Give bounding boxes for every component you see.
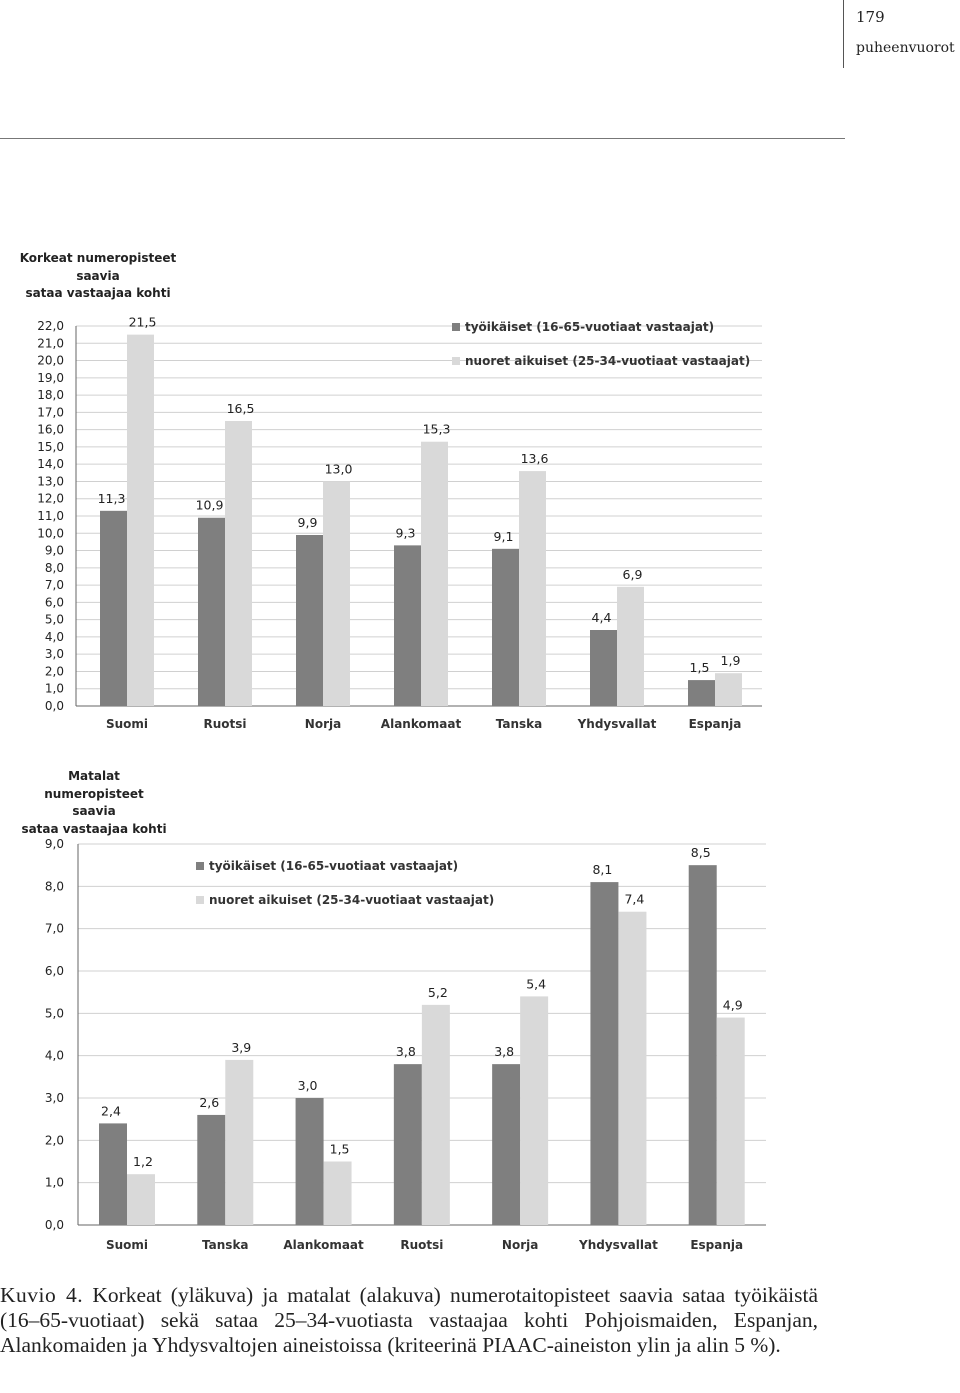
bar [323, 481, 350, 706]
bar [100, 511, 127, 706]
y-tick-label: 3,0 [44, 647, 64, 662]
chart-title-line: saavia [76, 268, 120, 283]
bar-chart-low [0, 768, 960, 1268]
legend-label: työikäiset (16-65-vuotiaat vastaajat) [465, 320, 715, 334]
data-label: 3,0 [297, 1078, 318, 1093]
header-rule [0, 138, 845, 139]
bar [394, 545, 421, 706]
y-tick-label: 4,0 [44, 1048, 64, 1063]
y-tick-label: 10,0 [37, 526, 64, 541]
category-label: Tanska [495, 717, 543, 731]
y-tick-label: 0,0 [44, 1218, 64, 1232]
category-label: Ruotsi [203, 717, 247, 731]
data-label: 3,8 [494, 1044, 515, 1060]
bar [618, 912, 646, 1225]
category-label: Tanska [202, 1238, 249, 1252]
bar [590, 882, 618, 1225]
y-tick-label: 1,0 [44, 1175, 64, 1190]
category-label: Norja [304, 717, 342, 731]
y-tick-label: 5,0 [44, 612, 64, 627]
y-tick-label: 9,0 [44, 543, 64, 558]
bar [422, 1005, 450, 1225]
data-label: 3,9 [231, 1039, 252, 1055]
data-label: 1,5 [329, 1141, 350, 1157]
y-tick-label: 1,0 [44, 681, 64, 696]
y-tick-label: 4,0 [44, 629, 64, 644]
bar [296, 1098, 324, 1225]
bar [617, 587, 644, 706]
y-tick-label: 22,0 [37, 319, 64, 333]
bar [688, 680, 715, 706]
data-label: 8,1 [592, 862, 613, 878]
category-label: Espanja [688, 717, 742, 731]
caption-label: Kuvio 4. [0, 1283, 84, 1307]
bar [197, 1115, 225, 1225]
chart-title-line: saavia [72, 804, 116, 818]
y-tick-label: 11,0 [37, 509, 64, 523]
data-label: 9,9 [297, 515, 318, 530]
data-label: 2,4 [101, 1103, 121, 1119]
data-label: 3,8 [395, 1044, 416, 1060]
bar [225, 1060, 253, 1225]
y-tick-label: 0,0 [44, 699, 64, 713]
category-label: Alankomaat [380, 717, 462, 731]
bar [99, 1123, 127, 1225]
y-tick-label: 21,0 [37, 336, 64, 351]
data-label: 4,9 [722, 997, 743, 1013]
category-label: Espanja [690, 1238, 744, 1252]
data-label: 13,6 [520, 451, 549, 467]
running-head: puheenvuorot [856, 40, 955, 56]
caption-text: Korkeat (yläkuva) ja matalat (alakuva) numerotaitopisteet saavia sataa työikäistä (16–65-vuotiaat) sekä sataa 25–34-vuotiasta vastaajaa kohti Pohjoismaiden, Espanjan, Alankomaiden ja Yhdysvaltojen aineistoissa (kriteerinä PIAAC-aineiston ylin ja alin 5 %). [0, 1283, 819, 1357]
y-tick-label: 19,0 [37, 370, 64, 385]
data-label: 1,2 [133, 1154, 153, 1170]
y-tick-label: 2,0 [44, 1133, 64, 1148]
bar [225, 421, 252, 706]
data-label: 5,2 [427, 984, 448, 1000]
y-tick-label: 7,0 [44, 578, 64, 593]
chart-title-line: Korkeat numeropisteet [19, 251, 177, 265]
bar [717, 1018, 745, 1225]
category-label: Suomi [105, 1238, 149, 1252]
category-label: Yhdysvallat [577, 717, 657, 731]
bar [296, 535, 323, 706]
legend-swatch [452, 323, 460, 331]
data-label: 11,3 [97, 490, 126, 506]
data-label: 9,1 [493, 528, 514, 544]
y-tick-label: 12,0 [37, 491, 64, 506]
data-label: 5,4 [526, 976, 547, 992]
legend-label: nuoret aikuiset (25-34-vuotiaat vastaajat) [465, 354, 751, 368]
data-label: 15,3 [422, 421, 451, 437]
y-tick-label: 20,0 [37, 353, 64, 368]
chart-low-scores [0, 768, 960, 1268]
legend-label: nuoret aikuiset (25-34-vuotiaat vastaajat) [209, 893, 495, 907]
category-label: Suomi [105, 717, 149, 731]
y-tick-label: 2,0 [44, 664, 64, 679]
bar-chart-high [0, 250, 960, 750]
bar [324, 1162, 352, 1226]
data-label: 6,9 [622, 566, 643, 582]
y-tick-label: 7,0 [44, 921, 64, 936]
bar [421, 442, 448, 706]
y-tick-label: 6,0 [44, 595, 64, 610]
chart-title-line: sataa vastaajaa kohti [25, 286, 171, 300]
y-tick-label: 13,0 [37, 474, 64, 489]
bar [127, 335, 154, 706]
data-label: 9,3 [395, 525, 416, 541]
bar [519, 471, 546, 706]
page-header-box [843, 0, 960, 68]
category-label: Ruotsi [400, 1238, 444, 1252]
bar [689, 865, 717, 1225]
bar [127, 1174, 155, 1225]
data-label: 10,9 [195, 497, 224, 513]
y-tick-label: 3,0 [44, 1091, 64, 1105]
data-label: 13,0 [324, 461, 353, 477]
page-number: 179 [856, 8, 885, 26]
data-label: 1,5 [689, 660, 710, 676]
legend-swatch [452, 357, 460, 365]
bar [715, 673, 742, 706]
bar [198, 518, 225, 706]
data-label: 4,4 [591, 610, 612, 625]
legend-swatch [196, 896, 204, 904]
bar [492, 1064, 520, 1225]
chart-title-line: sataa vastaajaa kohti [21, 821, 167, 836]
y-tick-label: 18,0 [37, 388, 64, 403]
y-tick-label: 5,0 [44, 1006, 64, 1021]
bar [590, 630, 617, 706]
chart-high-scores [0, 250, 960, 750]
data-label: 21,5 [128, 314, 157, 330]
legend-label: työikäiset (16-65-vuotiaat vastaajat) [209, 859, 459, 873]
y-tick-label: 16,0 [37, 422, 64, 437]
data-label: 2,6 [199, 1094, 220, 1110]
figure-caption [0, 1283, 818, 1358]
y-tick-label: 15,0 [37, 439, 64, 454]
y-tick-label: 14,0 [37, 457, 64, 472]
category-label: Norja [501, 1238, 539, 1252]
y-tick-label: 9,0 [44, 837, 64, 851]
y-tick-label: 8,0 [44, 560, 64, 575]
y-tick-label: 6,0 [44, 964, 64, 978]
data-label: 8,5 [690, 845, 711, 861]
data-label: 1,9 [720, 653, 741, 669]
data-label: 7,4 [624, 891, 645, 907]
legend-swatch [196, 862, 204, 870]
category-label: Alankomaat [283, 1238, 364, 1252]
y-tick-label: 17,0 [37, 405, 64, 420]
bar [520, 996, 548, 1225]
chart-title-line: Matalat numeropisteet [44, 769, 144, 801]
category-label: Yhdysvallat [579, 1238, 658, 1252]
data-label: 16,5 [226, 401, 255, 416]
bar [492, 549, 519, 706]
bar [394, 1064, 422, 1225]
y-tick-label: 8,0 [44, 879, 64, 894]
